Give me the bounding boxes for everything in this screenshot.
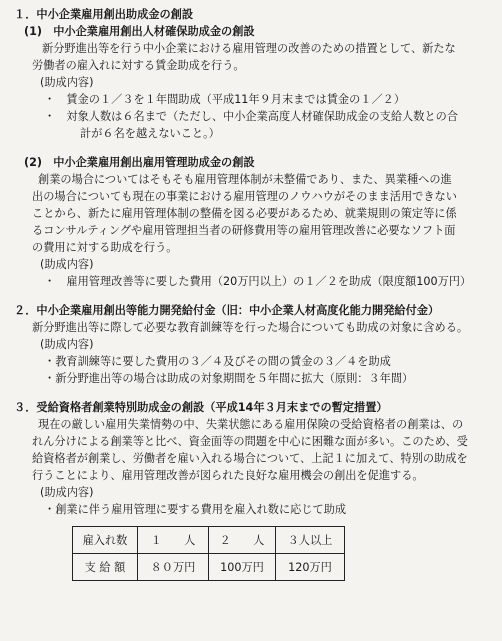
table-cell: 120万円: [276, 554, 345, 581]
spacer: [10, 142, 492, 154]
section-3-bullet: ・創業に伴う雇用管理に要する費用を雇入れ数に応じて助成: [44, 503, 347, 516]
spacer: [10, 387, 492, 399]
section-2-bullet: ・新分野進出等の場合は助成の対象期間を５年間に拡大（原則：３年間）: [44, 372, 414, 385]
section-1-2-title: (2) 中小企業雇用創出雇用管理助成金の創設: [24, 156, 255, 169]
section-1-2-body-line: 創業の場合についてはそもそも雇用管理体制が未整備であり、また、異業種への進: [38, 173, 452, 186]
section-2-label: (助成内容): [40, 338, 94, 351]
section-1-2-body-line: の費用に対する助成を行う。: [32, 241, 178, 254]
table-cell: ８０万円: [138, 554, 209, 581]
table-row: [73, 527, 345, 554]
table-cell: ３人以上: [276, 527, 345, 554]
table-cell: 雇入れ数: [73, 527, 138, 554]
section-1-1-body-line: 新分野進出等を行う中小企業における雇用管理の改善のための措置として、新たな: [42, 42, 456, 55]
section-1-2-body-line: ことから、新たに雇用管理体制の整備を図る必要があるため、就業規則の策定等に係: [32, 207, 457, 220]
table-row: [73, 554, 345, 581]
section-3-body-line: れん分けによる創業等と比べ、資金面等の問題を中心に困難な面が多い。このため、受: [32, 435, 468, 448]
table-cell: 支 給 額: [73, 554, 138, 581]
spacer: [10, 290, 492, 302]
section-2-bullet: ・教育訓練等に要した費用の３／４及びその間の賃金の３／４を助成: [44, 355, 391, 368]
section-1-1-label: (助成内容): [40, 76, 94, 89]
section-1-1-body-line: 労働者の雇入れに対する賃金助成を行う。: [32, 59, 245, 72]
section-1-2-label: (助成内容): [40, 258, 94, 271]
section-1-2-body-line: るコンサルティングや雇用管理担当者の研修費用等の雇用管理改善に必要なソフト面: [32, 224, 456, 237]
section-1-1-title: (1) 中小企業雇用創出人材確保助成金の創設: [24, 25, 255, 38]
section-1-1-bullet-cont: 計が６名を越えないこと。）: [80, 127, 220, 140]
section-3-label: (助成内容): [40, 486, 94, 499]
section-3-body-line: 現在の厳しい雇用失業情勢の中、失業状態にある雇用保険の受給資格者の創業は、の: [38, 418, 464, 431]
section-1-1-bullet: ・ 対象人数は６名まで（ただし、中小企業高度人材確保助成金の支給人数との合: [44, 110, 458, 123]
section-1-title: １．中小企業雇用創出助成金の創設: [14, 8, 194, 21]
table-cell: ２ 人: [209, 527, 276, 554]
table-cell: 100万円: [209, 554, 276, 581]
section-1-1-bullet: ・ 賃金の１／３を１年間助成（平成11年９月末までは賃金の１／２）: [44, 93, 406, 106]
section-3-title: ３．受給資格者創業特別助成金の創設（平成14年３月末までの暫定措置）: [14, 401, 388, 414]
section-2-body-line: 新分野進出等に際して必要な教育訓練等を行った場合についても助成の対象に含める。: [32, 321, 469, 334]
section-1-2-bullet: ・ 雇用管理改善等に要した費用（20万円以上）の１／２を助成（限度額100万円）: [44, 275, 472, 288]
table-cell: １ 人: [138, 527, 209, 554]
subsidy-table: [72, 526, 345, 581]
section-3-body-line: 行うことにより、雇用管理改善が図られた良好な雇用機会の創出を促進する。: [32, 469, 424, 482]
section-1-2-body-line: 出の場合についても現在の事業における雇用管理のノウハウがそのまま活用できない: [32, 190, 457, 203]
section-2-title: ２．中小企業雇用創出等能力開発給付金（旧：中小企業人材高度化能力開発給付金）: [14, 304, 440, 317]
section-3-body-line: 給資格者が創業し、労働者を雇い入れる場合について、上記１に加えて、特別の助成を: [32, 452, 468, 465]
